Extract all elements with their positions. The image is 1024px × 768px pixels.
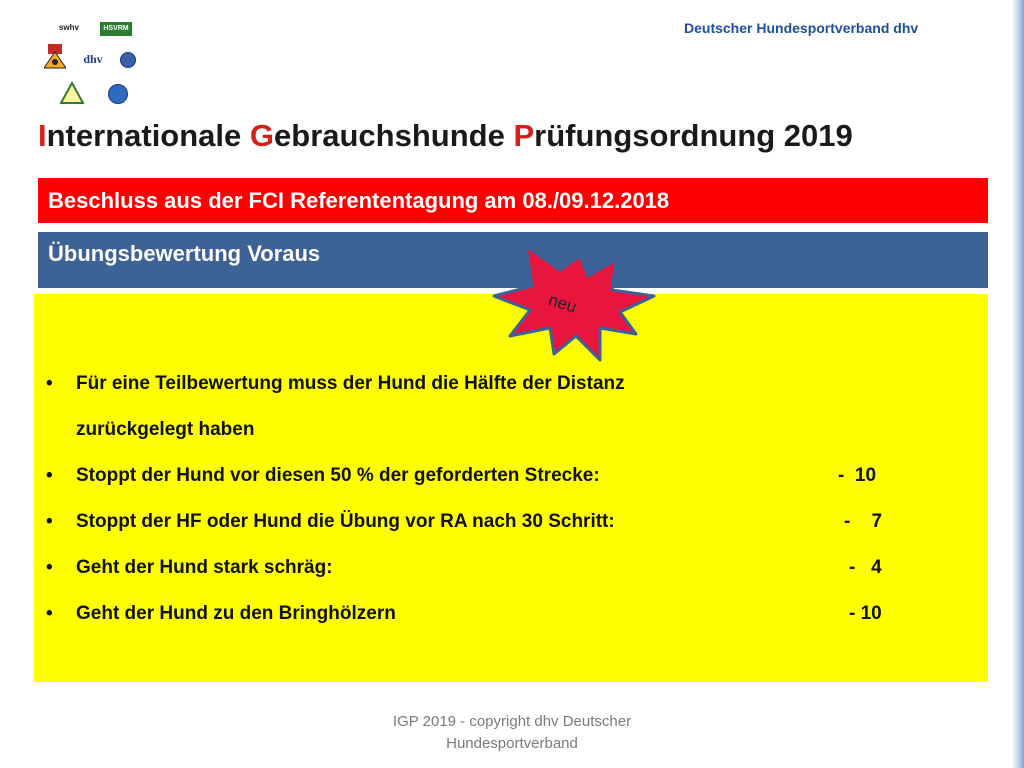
list-item xyxy=(34,510,988,534)
decision-banner: Beschluss aus der FCI Referententagung am 08./09.12.2018 xyxy=(38,178,988,223)
bullet-text: Stoppt der HF oder Hund die Übung vor RA nach 30 Schritt: xyxy=(76,511,615,532)
section-banner: Übungsbewertung Voraus xyxy=(38,232,988,288)
swhv-logo: swhv xyxy=(58,23,79,32)
title-initial-3: P xyxy=(513,118,535,153)
bullet-text: Geht der Hund zu den Bringhölzern xyxy=(76,603,396,624)
bullet-text: Stoppt der Hund vor diesen 50 % der geforderten Strecke: xyxy=(76,465,600,486)
club-shield-logo xyxy=(44,44,66,70)
organization-header: Deutscher Hundesportverband dhv xyxy=(684,20,919,36)
footer-copyright xyxy=(362,711,662,755)
list-item xyxy=(34,464,988,488)
bullet-dot: • xyxy=(46,465,53,486)
hsvrm-logo: HSVRM xyxy=(100,22,132,36)
deduction-value: - 7 xyxy=(844,511,883,532)
bullet-text: Geht der Hund stark schräg: xyxy=(76,557,333,578)
title-rest-1: nternationale xyxy=(46,118,250,153)
title-rest-2: ebrauchshunde xyxy=(274,118,514,153)
list-item xyxy=(34,556,988,580)
club-round-logo xyxy=(120,52,136,68)
deduction-value: - 10 xyxy=(838,465,877,486)
bullet-dot: • xyxy=(46,373,53,394)
bullet-dot: • xyxy=(46,603,53,624)
footer-line-1: IGP 2019 - copyright dhv Deutscher xyxy=(392,713,632,730)
new-badge-label: neu xyxy=(546,290,579,317)
blue-round-logo xyxy=(108,84,128,104)
title-rest-3: rüfungsordnung 2019 xyxy=(534,118,853,153)
bullet-dot: • xyxy=(46,557,53,578)
slide-edge-decoration xyxy=(1012,0,1024,768)
page-title xyxy=(38,118,988,154)
title-initial-2: G xyxy=(249,118,275,153)
deduction-value: - 4 xyxy=(849,557,882,578)
title-initial-1: I xyxy=(38,118,47,153)
dhv-logo: dhv xyxy=(83,52,103,66)
deduction-value: - 10 xyxy=(849,603,882,624)
logo-cluster xyxy=(38,20,148,110)
bullet-list xyxy=(34,372,988,648)
list-item xyxy=(34,602,988,626)
footer-line-2: Hundesportverband xyxy=(446,735,578,752)
list-item xyxy=(34,372,988,442)
bullet-dot: • xyxy=(46,511,53,532)
triangle-logo xyxy=(60,82,84,104)
bullet-continuation: zurückgelegt haben xyxy=(76,419,255,440)
bullet-text: Für eine Teilbewertung muss der Hund die Hälfte der Distanz xyxy=(76,373,625,394)
